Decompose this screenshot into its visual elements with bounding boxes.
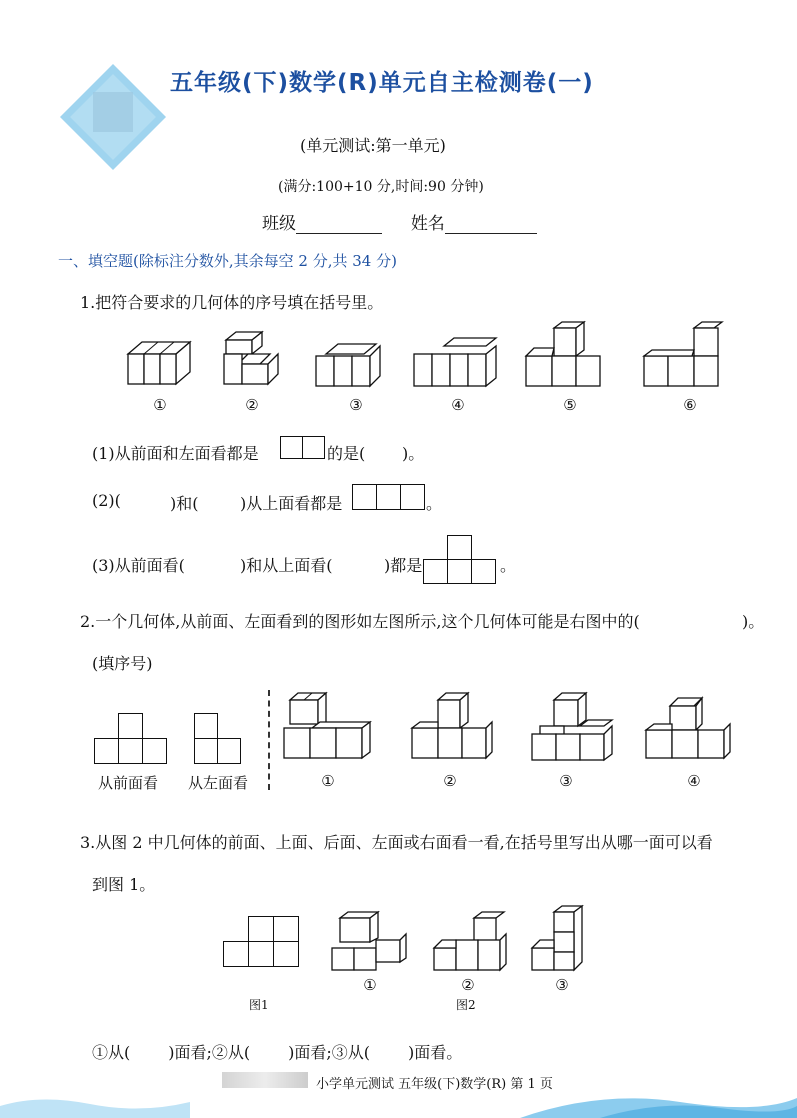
q3-answer-line — [92, 1040, 462, 1063]
q3-answer-text-d: )面看。 — [408, 1043, 463, 1062]
q1-sub1-text-a: (1)从前面和左面看都是 — [92, 444, 259, 463]
corner-logo-badge — [58, 62, 168, 172]
q1-sub3-text-d: 。 — [500, 556, 517, 575]
q1-sub3-answer-blank-1[interactable] — [196, 553, 240, 573]
q1-solid-5 — [526, 322, 600, 386]
q3-fig1-label: 图1 — [249, 998, 269, 1012]
q1-solid-3 — [316, 344, 380, 386]
q1-label-5: ⑤ — [563, 396, 577, 414]
page-subtitle: (单元测试:第一单元) — [300, 136, 446, 155]
class-label: 班级 — [262, 214, 296, 234]
corner-logo-graphic — [58, 62, 168, 172]
page-title: 五年级(下)数学(R)单元自主检测卷(一) — [170, 70, 594, 96]
class-field[interactable] — [296, 217, 382, 234]
q1-solid-2 — [224, 332, 278, 384]
q1-label-2: ② — [245, 396, 259, 414]
section-heading: 一、填空题(除标注分数外,其余每空 2 分,共 34 分) — [58, 252, 397, 270]
q3-stem-line2: 到图 1。 — [92, 875, 156, 894]
q2-solids — [0, 690, 797, 770]
q2-solid-3 — [532, 693, 612, 760]
q2-label-1: ① — [321, 772, 335, 790]
footer-wave-decoration — [0, 1088, 797, 1118]
q2-left-label: 从左面看 — [188, 774, 249, 792]
q1-sub2-answer-blank-1[interactable] — [132, 491, 170, 511]
q3-answer-text-a: ①从( — [92, 1043, 131, 1062]
q1-label-6: ⑥ — [683, 396, 697, 414]
q1-sub1-text-b: 的是( — [327, 444, 366, 463]
q2-solid-2 — [412, 693, 492, 758]
q1-label-1: ① — [153, 396, 167, 414]
q1-label-3: ③ — [349, 396, 363, 414]
q2-stem-end: )。 — [742, 612, 765, 631]
q2-note: (填序号) — [92, 654, 153, 673]
q3-solid-1 — [332, 912, 406, 970]
q1-solid-6 — [644, 322, 722, 386]
footer-blurred-logo — [222, 1072, 308, 1088]
q1-sub2-text-d: 。 — [426, 494, 443, 513]
exam-meta: (满分:100+10 分,时间:90 分钟) — [278, 179, 484, 195]
q1-sub1-answer-blank[interactable] — [368, 441, 402, 461]
q2-answer-blank[interactable] — [716, 609, 742, 629]
q1-solids — [0, 320, 797, 400]
q3-answer-text-c: )面看;③从( — [288, 1043, 371, 1062]
q2-solid-1 — [284, 693, 370, 758]
name-label: 姓名 — [410, 214, 445, 234]
name-field[interactable] — [445, 217, 537, 234]
q1-sub2-answer-blank-2[interactable] — [205, 491, 241, 511]
q1-sub2-text-b: )和( — [170, 494, 199, 513]
q1-sub3-answer-blank-2[interactable] — [340, 553, 384, 573]
q1-solid-4 — [414, 338, 496, 386]
q3-fig2-solids — [0, 910, 797, 980]
q1-label-4: ④ — [451, 396, 465, 414]
q3-solid-3 — [532, 906, 582, 970]
q2-front-label: 从前面看 — [98, 774, 159, 792]
q2-solid-4 — [646, 698, 730, 758]
q1-sub3-text-b: )和从上面看( — [240, 556, 333, 575]
q1-sub3-text-a: (3)从前面看( — [92, 556, 185, 575]
q1-sub2-text-a: (2)( — [92, 491, 121, 510]
q1-sub1-text-c: )。 — [402, 444, 425, 463]
q1-sub3-text-c: )都是 — [384, 556, 423, 575]
q3-solid-2 — [434, 912, 506, 970]
q2-label-2: ② — [443, 772, 457, 790]
q3-stem-line1: 3.从图 2 中几何体的前面、上面、后面、左面或右面看一看,在括号里写出从哪一面可以看 — [80, 833, 713, 852]
student-info-row — [262, 209, 537, 234]
q3-fig2-label: 图2 — [456, 998, 476, 1012]
q1-solid-1 — [128, 342, 190, 384]
q2-label-4: ④ — [687, 772, 701, 790]
q3-label-1: ① — [363, 976, 377, 994]
q3-answer-text-b: )面看;②从( — [168, 1043, 251, 1062]
q2-stem: 2.一个几何体,从前面、左面看到的图形如左图所示,这个几何体可能是右图中的( — [80, 612, 640, 631]
q3-label-3: ③ — [555, 976, 569, 994]
page-footer: 小学单元测试 五年级(下)数学(R) 第 1 页 — [316, 1077, 553, 1092]
q1-sub2-text-c: )从上面看都是 — [240, 494, 343, 513]
q2-label-3: ③ — [559, 772, 573, 790]
q1-stem: 1.把符合要求的几何体的序号填在括号里。 — [80, 293, 384, 312]
q3-label-2: ② — [461, 976, 475, 994]
